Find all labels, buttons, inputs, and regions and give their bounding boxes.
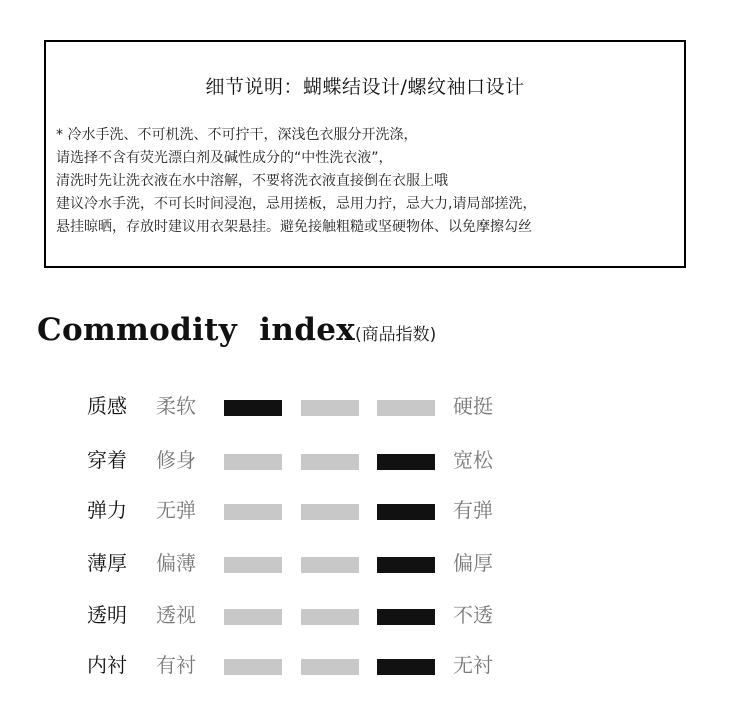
attribute-name: 质感 [87, 394, 127, 418]
scale-high-label: 有弹 [453, 498, 493, 522]
scale-segment-2 [301, 400, 359, 416]
commodity-index-heading [37, 312, 436, 348]
scale-low-label: 有衬 [156, 653, 196, 677]
scale-segment-2 [301, 557, 359, 573]
scale-segment-2 [301, 454, 359, 470]
scale-low-label: 无弹 [156, 498, 196, 522]
scale-segment-1 [224, 557, 282, 573]
heading-chinese: (商品指数) [355, 325, 437, 345]
scale-high-label: 无衬 [453, 653, 493, 677]
attribute-name: 弹力 [87, 498, 127, 522]
index-row-elasticity [0, 495, 750, 525]
scale-segment-2 [301, 504, 359, 520]
scale-segment-3 [377, 557, 435, 573]
scale-segment-3 [377, 454, 435, 470]
scale-segment-1 [224, 609, 282, 625]
care-line-3: 清洗时先让洗衣液在水中溶解，不要将洗衣液直接倒在衣服上哦 [56, 173, 448, 189]
scale-high-label: 宽松 [453, 448, 493, 472]
scale-segment-3 [377, 504, 435, 520]
scale-segment-1 [224, 454, 282, 470]
care-line-2: 请选择不含有荧光漂白剂及碱性成分的“中性洗衣液”， [56, 150, 393, 166]
scale-segment-1 [224, 400, 282, 416]
care-instructions-text [56, 124, 676, 239]
scale-low-label: 透视 [156, 603, 196, 627]
scale-segment-1 [224, 504, 282, 520]
index-row-lining [0, 650, 750, 680]
care-line-5: 悬挂晾晒，存放时建议用衣架悬挂。避免接触粗糙或坚硬物体、以免摩擦勾丝 [56, 219, 532, 235]
index-row-thickness [0, 548, 750, 578]
details-title: 细节说明：蝴蝶结设计/螺纹袖口设计 [205, 76, 525, 98]
care-instructions-box [44, 40, 686, 268]
heading-english: Commodity index [37, 312, 355, 348]
care-line-4: 建议冷水手洗，不可长时间浸泡，忌用搓板，忌用力拧，忌大力,请局部搓洗， [56, 196, 537, 212]
care-line-1: * 冷水手洗、不可机洗、不可拧干，深浅色衣服分开洗涤， [56, 127, 418, 143]
scale-segment-1 [224, 659, 282, 675]
attribute-name: 穿着 [87, 448, 127, 472]
attribute-name: 透明 [87, 603, 127, 627]
scale-segment-3 [377, 609, 435, 625]
index-row-transparency [0, 600, 750, 630]
index-row-fit [0, 445, 750, 475]
scale-segment-3 [377, 659, 435, 675]
attribute-name: 内衬 [87, 653, 127, 677]
index-row-texture [0, 391, 750, 421]
scale-low-label: 柔软 [156, 394, 196, 418]
scale-high-label: 偏厚 [453, 551, 493, 575]
scale-high-label: 不透 [453, 603, 493, 627]
scale-segment-2 [301, 609, 359, 625]
attribute-name: 薄厚 [87, 551, 127, 575]
scale-high-label: 硬挺 [453, 394, 493, 418]
scale-low-label: 修身 [156, 448, 196, 472]
scale-segment-2 [301, 659, 359, 675]
scale-low-label: 偏薄 [156, 551, 196, 575]
scale-segment-3 [377, 400, 435, 416]
